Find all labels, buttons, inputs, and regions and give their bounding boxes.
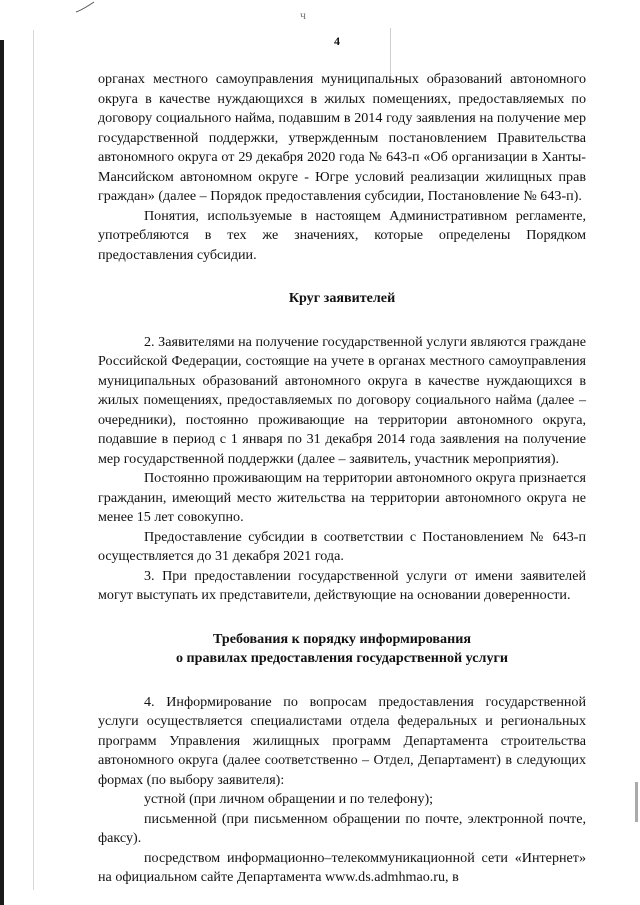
- scan-edge-left: [0, 40, 4, 905]
- paragraph-6: 3. При предоставлении государственной услуги от имени заявителей могут выступать их представители, действующие на основании доверенности.: [98, 567, 586, 603]
- pen-mark: [74, 0, 104, 14]
- paragraph-5: Предоставление субсидии в соответствии с Постановлением № 643-п осуществляется до 31 декабря 2021 года.: [98, 528, 586, 564]
- document-body: [98, 70, 586, 888]
- paragraph-2: Понятия, используемые в настоящем Административном регламенте, употребляются в тех же значениях, которые определены Порядком предоставления субсидии.: [98, 207, 586, 263]
- section-heading-informing-1: Требования к порядку информирования: [213, 630, 471, 647]
- section-heading-informing-2: о правилах предоставления государственной услуги: [175, 650, 509, 666]
- top-mark: ч: [300, 8, 307, 22]
- paragraph-9: письменной (при письменном обращении по почте, электронной почте, факсу).: [98, 810, 586, 846]
- paragraph-7: 4. Информирование по вопросам предоставления государственной услуги осуществляется специалистами отдела федеральных и региональных программ Управления жилищных программ Департамента строительства автономного округа (далее соответственно – Отдел, Департамент) в следующих формах (по выбору заявителя):: [98, 693, 586, 788]
- page-number: 4: [334, 34, 340, 48]
- scan-edge-right: [635, 782, 638, 822]
- section-heading-applicants: Круг заявителей: [288, 290, 396, 306]
- paragraph-3: 2. Заявителями на получение государственной услуги являются граждане Российской Федерации, состоящие на учете в органах местного самоуправления муниципальных образований автономного округа в качестве нуждающихся в жилых помещениях, предоставляемых по договору социального найма (далее – очередники), постоянно проживающие на территории автономного округа, подавшие в период с 1 января по 31 декабря 2014 года заявления на получение мер государственной поддержки (далее – заявитель, участник мероприятия).: [98, 333, 586, 467]
- paragraph-8: устной (при личном обращении и по телефону);: [144, 791, 434, 807]
- paragraph-1: органах местного самоуправления муниципальных образований автономного округа в качестве нуждающихся в жилых помещениях, предоставляемых по договору социального найма, подавшим в 2014 году заявления на получение мер государственной поддержки, утвержденным постановлением Правительства автономного округа от 29 декабря 2020 года № 643-п «Об организации в Ханты-Мансийском автономном округе - Югре условий реализации жилищных прав граждан» (далее – Порядок предоставления субсидии, Постановление № 643-п).: [98, 71, 586, 204]
- scan-edge-shadow: [33, 30, 34, 890]
- paragraph-4: Постоянно проживающим на территории автономного округа признается гражданин, имеющий место жительства на территории автономного округа не менее 15 лет совокупно.: [98, 470, 586, 525]
- paragraph-10: посредством информационно–телекоммуникационной сети «Интернет» на официальном сайте Департамента www.ds.admhmao.ru, в: [98, 849, 586, 885]
